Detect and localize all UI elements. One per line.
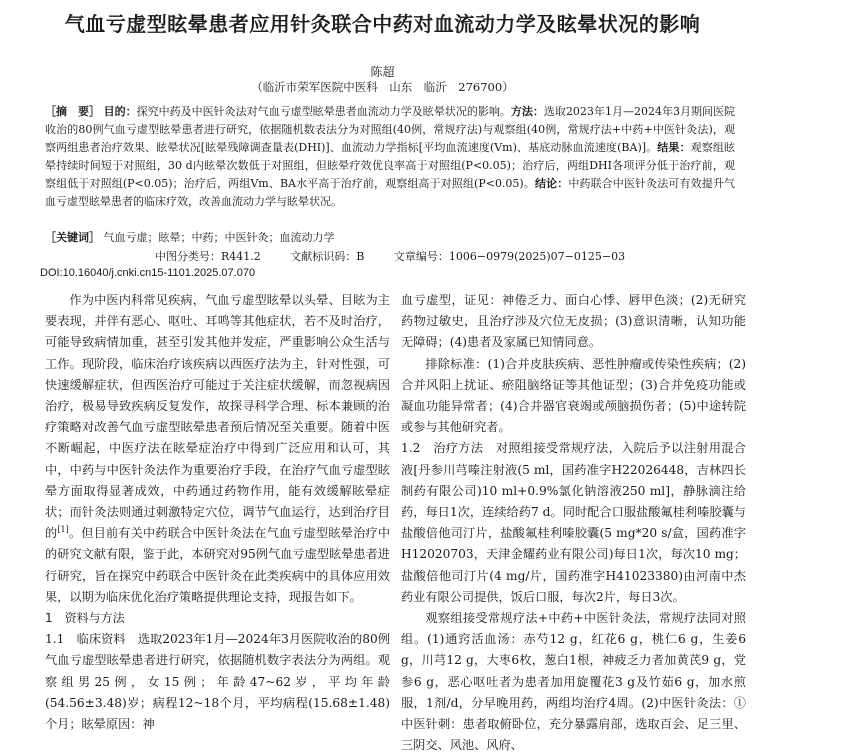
abstract-label: ［摘 要］ [45,105,101,118]
classification-line [45,248,845,264]
abstract-methods: 选取2023年1月—2024年3月期间医院收治的80例气血亏虚型眩晕患者进行研究，依据随机数表法分为对照组(40例，常规疗法)与观察组(40例，常规疗法+中药+中医针灸法)，观察两组患者治疗效果、眩晕状况[眩晕残障调查量表(DHI)]、血流动力学指标[平均血流速度(Vm)、基底动脉血流速度(BA)]。 [45,105,736,154]
abstract-objective: 探究中药及中医针灸法对气血亏虚型眩晕患者血流动力学及眩晕状况的影响。 [136,105,511,118]
exclusion-paragraph: 排除标准：(1)合并皮肤疾病、恶性肿瘤或传染性疾病；(2)合并风阳上扰证、瘀阻脑络证等其他证型；(3)合并免疫功能或凝血功能异常者；(4)合并器官衰竭或颅脑损伤者；(5)中途转院或参与其他研究者。 [401,356,746,435]
objective-label: 目的： [103,105,137,118]
abstract-results: 观察组眩晕持续时间短于对照组，30 d内眩晕次数低于对照组，但眩晕疗效优良率高于对照组(P<0.05)；治疗后，两组DHI各项评分低于治疗前，观察组低于对照组(P<0.05)；治疗后，两组Vm、BA水平高于治疗前，观察组高于对照组(P<0.05)。 [45,141,736,190]
observation-group-paragraph: 观察组接受常规疗法+中药+中医针灸法，常规疗法同对照组。(1)通窍活血汤：赤芍12 g，红花6 g，桃仁6 g，生姜6 g，川芎12 g，大枣6枚，葱白1根，神疲乏力者加黄芪9 g，党参6 g，恶心呕吐者为患者加用旋覆花3 g及竹茹6 g，加水煎服，1剂/d，分早晚用药，两组均治疗4周。(2)中医针灸法：①中医针刺：患者取俯卧位，充分暴露肩部，选取百会、足三里、三阴交、风池、风府、 [401,611,746,753]
intro-text: 作为中医内科常见疾病，气血亏虚型眩晕以头晕、目眩为主要表现，并伴有恶心、呕吐、耳鸣等其他症状，若不及时治疗，可能导致病情加重，甚至引发其他并发症，严重影响公众生活与工作。现阶段，临床治疗该疾病以西医疗法为主，针对性强，可快速缓解症状，但西医治疗可能过于关注症状缓解，而忽视病因治疗，极易导致疾病反复发作，故探寻科学合理、标本兼顾的治疗策略对改善气血亏虚型眩晕患者预后情况至关重要。随着中医不断崛起，中医疗法在眩晕症治疗中得到广泛应用和认可，其中，中药与中医针灸法作为重要治疗手段，在治疗气血亏虚型眩晕方面取得显著成效，中药通过药物作用，能有效缓解眩晕症状；而针灸法则通过刺激特定穴位，调节气血运行，达到治疗目的 [45,293,390,541]
treatment-method-paragraph: 1.2 治疗方法 对照组接受常规疗法，入院后予以注射用混合液[丹参川芎嗪注射液(5 ml，国药准字H22026448，吉林四长制药有限公司)10 ml+0.9%氯化钠溶液250 ml]，静脉滴注给药，每日1次，连续给药7 d。同时配合口服盐酸氟桂利嗪胶囊与盐酸倍他司汀片，盐酸氟桂利嗪胶囊(5 mg*20 s/盒，国药准字H12020703，天津金耀药业有限公司)每日1次，每次10 mg；盐酸倍他司汀片(4 mg/片，国药准字H41023380)由河南中杰药业有限公司提供，饭后口服，每次2片，每日3次。 [401,441,746,604]
methods-label: 方法： [510,105,544,118]
paper-title: 气血亏虚型眩晕患者应用针灸联合中药对血流动力学及眩晕状况的影响 [64,12,701,36]
section-heading: 1 资料与方法 [45,611,125,626]
intro-paragraph [45,290,390,608]
intro-text-tail: 。但目前有关中药联合中医针灸法在气血亏虚型眩晕治疗中的研究文献有限，鉴于此，本研究对95例气血亏虚型眩晕患者进行研究，旨在探究中药联合中医针灸在此类疾病中的具体应用效果，以期为临床优化治疗策略提供理论支持，现报告如下。 [45,526,391,604]
keywords-label: ［关键词］ [45,231,100,244]
clinical-data-paragraph: 1.1 临床资料 选取2023年1月—2024年3月医院收治的80例气血亏虚型眩晕患者进行研究，依据随机数字表法分为两组。观察组男25例，女15例；年龄47~62岁，平均年龄(54.56±3.48)岁；病程12~18个月，平均病程(15.68±1.48)个月；眩晕原因：神 [45,632,390,732]
document-code: 文献标识码：B [290,250,365,263]
clc-number: 中图分类号：R441.2 [155,250,261,263]
keywords-text: 气血亏虚；眩晕；中药；中医针灸；血流动力学 [103,231,335,244]
left-column [45,290,391,732]
abstract-conclusion: 中药联合中医针灸法可有效提升气血亏虚型眩晕患者的临床疗效，改善血流动力学与眩晕状况。 [45,177,735,208]
conclusion-label: 结论： [534,177,569,190]
keywords-line [45,229,735,245]
article-number: 文章编号：1006−0979(2025)07−0125−03 [393,250,626,263]
right-column [401,290,746,753]
author-affiliation: （临沂市荣军医院中医科 山东 临沂 276700） [251,80,514,94]
abstract-block [45,103,735,211]
doi: DOI:10.16040/j.cnki.cn15-1101.2025.07.070 [40,267,256,279]
citation-ref: [1] [57,525,69,535]
results-label: 结果： [657,141,691,154]
inclusion-paragraph: 血亏虚型，证见：神倦乏力、面白心悸、唇甲色淡；(2)无研究药物过敏史，且治疗涉及穴位无皮损；(3)意识清晰，认知功能无障碍；(4)患者及家属已知情同意。 [401,293,746,350]
author-name: 陈超 [370,65,395,79]
